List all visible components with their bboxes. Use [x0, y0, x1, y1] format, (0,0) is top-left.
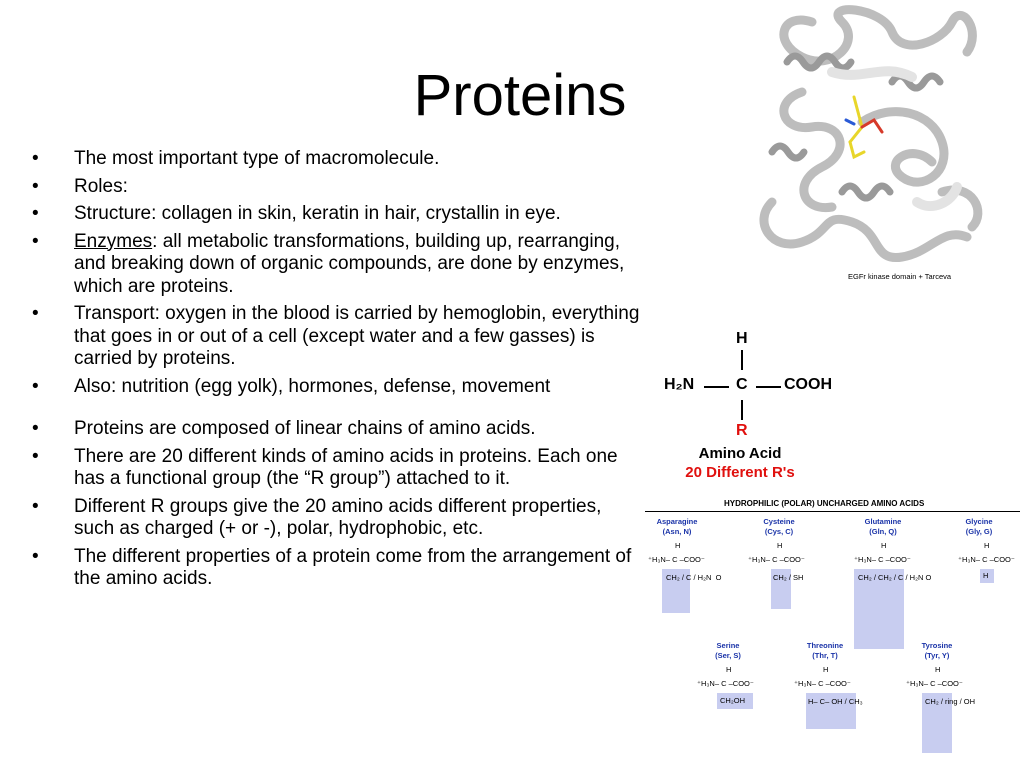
amino-acid-label: Amino Acid 20 Different R's [685, 445, 795, 481]
amino-group: H₂N [664, 376, 695, 393]
protein-ribbon-image [742, 2, 992, 272]
bullet-item: • The different properties of a protein come from the arrangement of the amino acids. [32, 545, 632, 589]
bullet-item: • Structure: collagen in skin, keratin in hair, crystallin in eye. [32, 203, 561, 224]
bullet-item: • Transport: oxygen in the blood is carried by hemoglobin, everything that goes in or out of a cell (except water and a few gasses) is carried by proteins. [32, 303, 640, 369]
amino-acid-table-title: HYDROPHILIC (POLAR) UNCHARGED AMINO ACIDS [724, 499, 925, 508]
bullet-item: • Roles: [32, 175, 128, 197]
bullet-item: • Also: nutrition (egg yolk), hormones, defense, movement [32, 375, 551, 397]
bullet-item: • There are 20 different kinds of amino acids in proteins. Each one has a functional group (the “R group”) attached to it. [32, 445, 618, 489]
r-group: R [736, 422, 748, 439]
alpha-carbon: C [736, 376, 748, 393]
bullet-item: • Enzymes: all metabolic transformations, building up, rearranging, and breaking down of organic compounds, are done by enzymes, which are proteins. [32, 230, 625, 297]
enzymes-term: Enzymes [74, 230, 153, 252]
protein-image-caption: EGFr kinase domain + Tarceva [848, 272, 952, 281]
bullet-list [32, 148, 644, 596]
bullet-item: • Proteins are composed of linear chains of amino acids. [32, 418, 536, 439]
carboxyl-group: COOH [784, 376, 832, 393]
top-h: H [736, 330, 748, 347]
table-divider [645, 511, 1020, 512]
slide-title: Proteins [413, 63, 627, 128]
bullet-item: • Different R groups give the 20 amino acids different properties, such as charged (+ or -), polar, hydrophobic, etc. [32, 495, 602, 539]
bullet-item: • The most important type of macromolecule. [32, 148, 440, 169]
